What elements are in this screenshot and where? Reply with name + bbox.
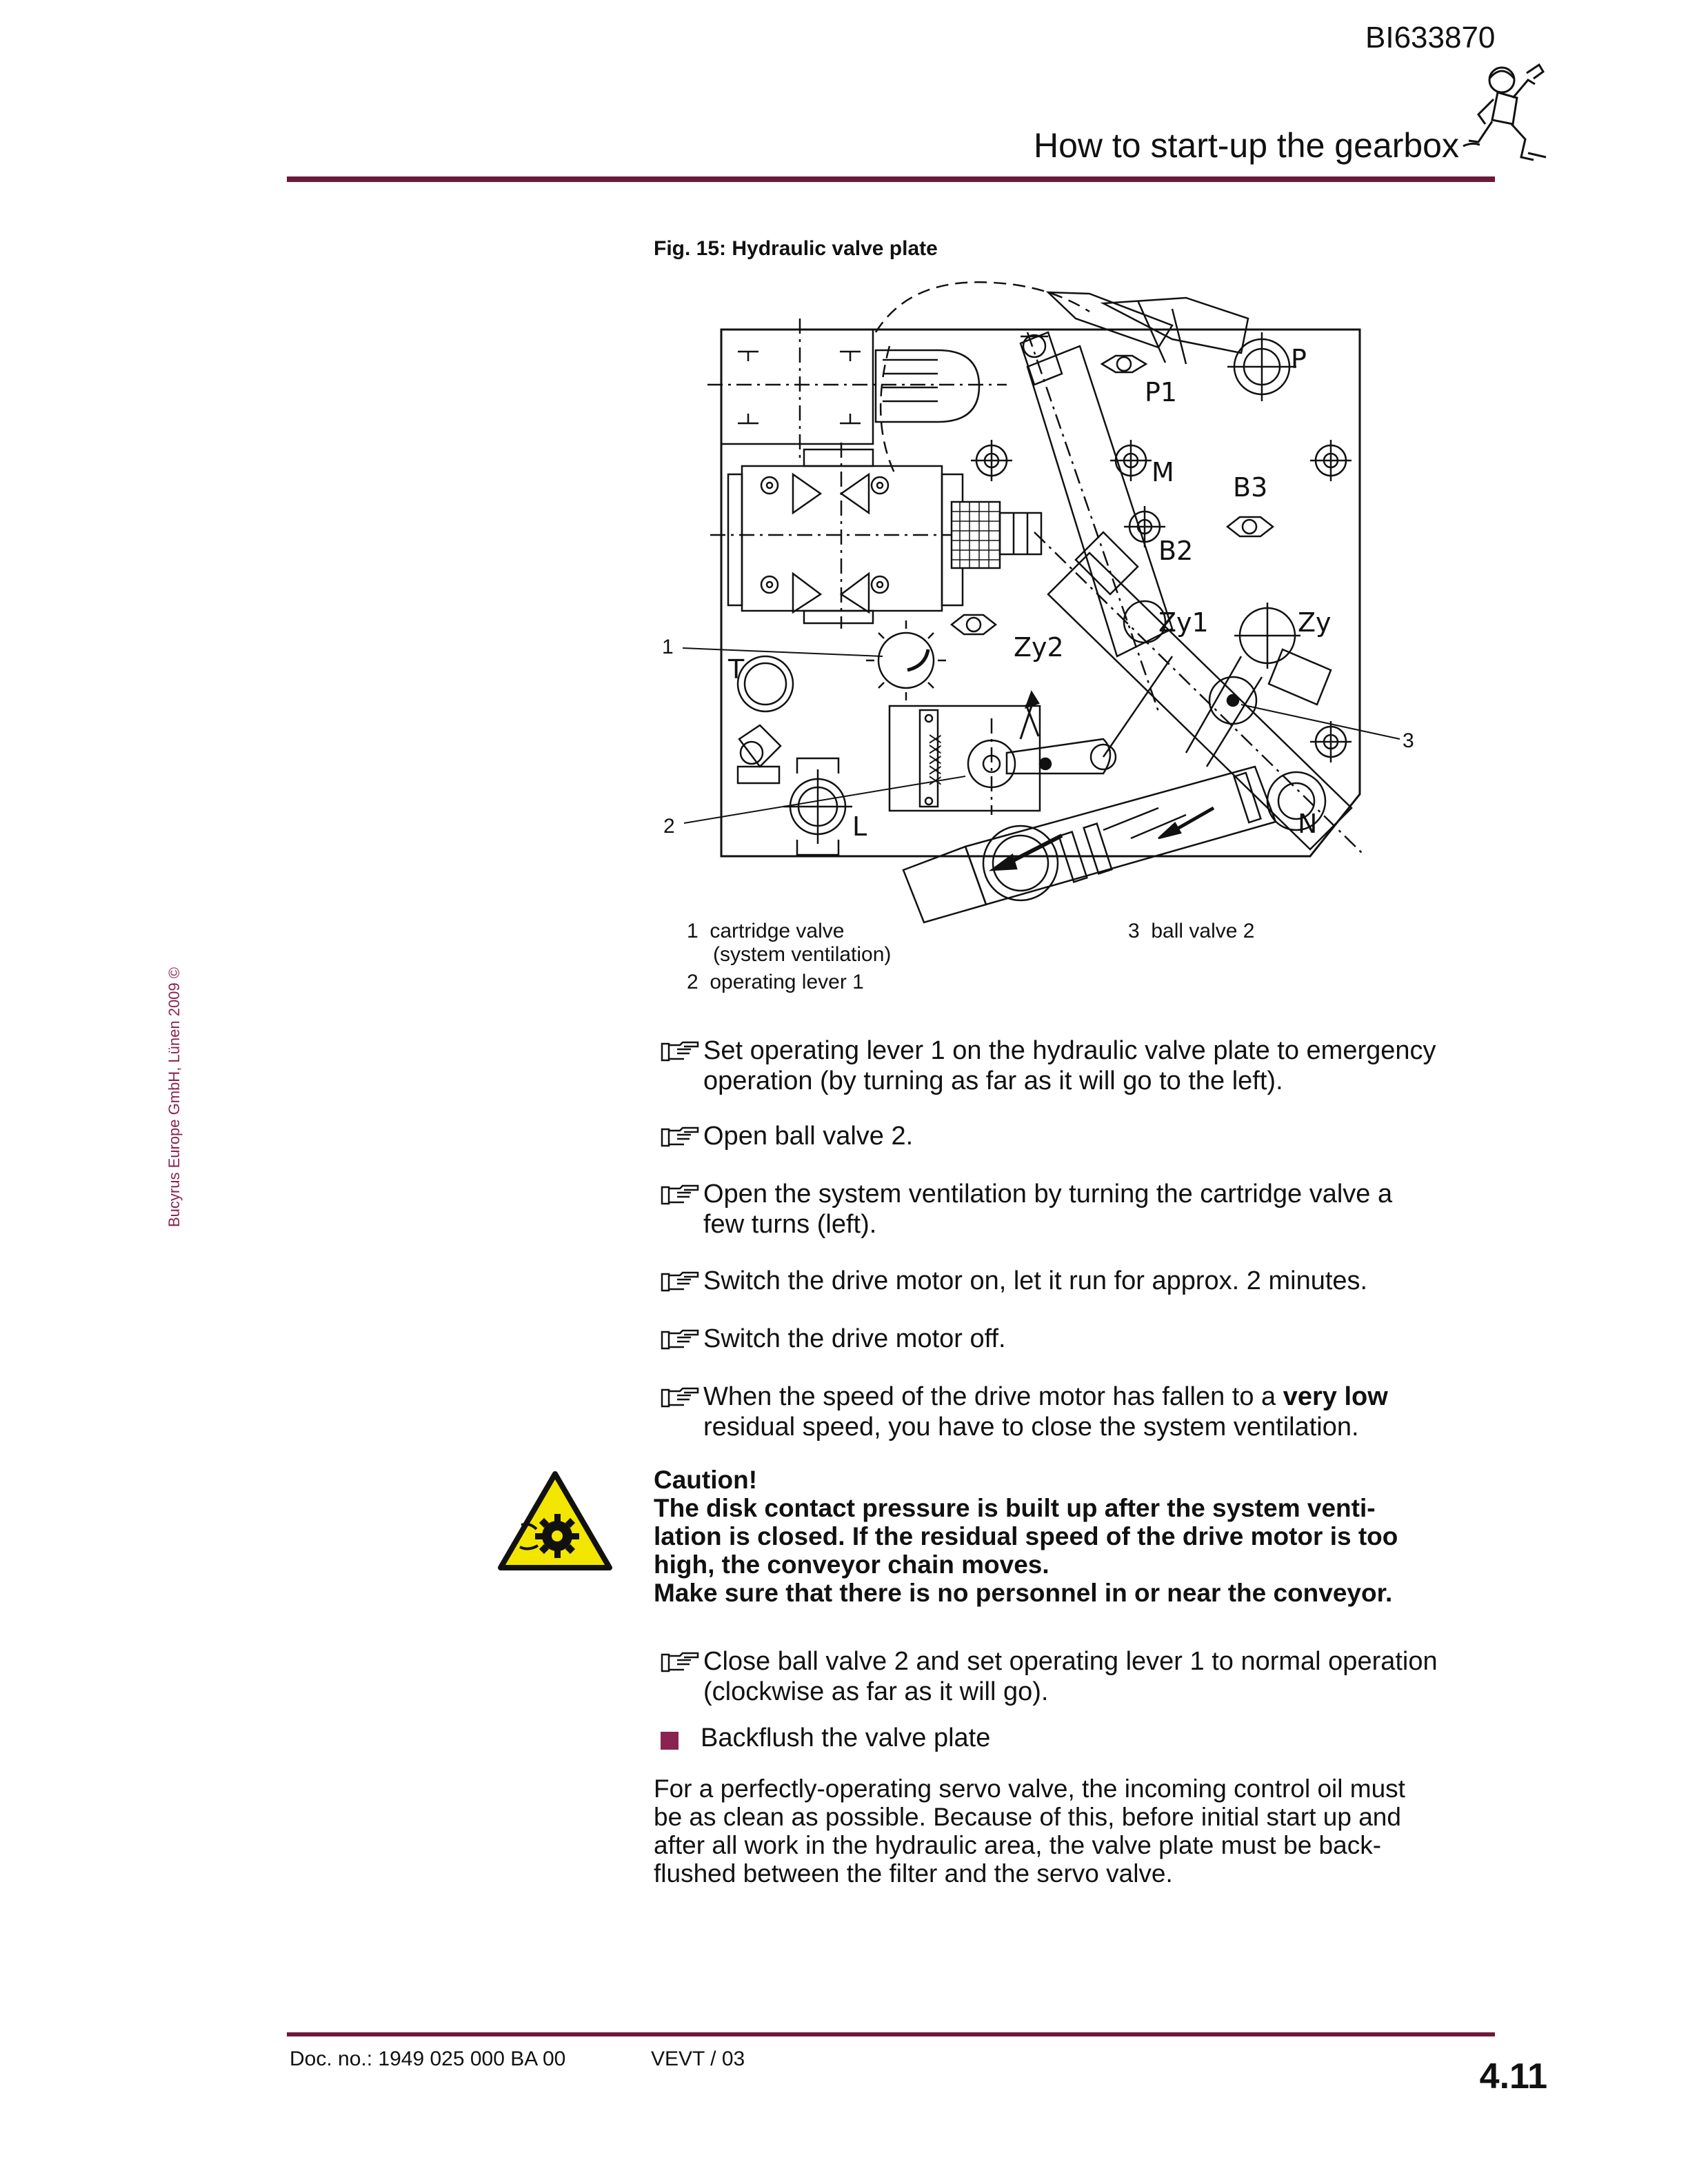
callout-3: 3 xyxy=(1403,729,1414,752)
pointing-hand-icon xyxy=(661,1384,701,1409)
footer-rule xyxy=(287,2032,1495,2036)
instruction-step: Close ball valve 2 and set operating lever 1 to normal operation (clockwise as far as it will go). xyxy=(661,1646,1502,1707)
page-number: 4.11 xyxy=(1479,2056,1547,2096)
figure-caption: Fig. 15: Hydraulic valve plate xyxy=(654,237,938,260)
section-bullet-square xyxy=(661,1732,679,1750)
instruction-step: When the speed of the drive motor has fallen to a very low residual speed, you have to close the system ventilation. xyxy=(661,1382,1502,1442)
emphasis-very-low: very low xyxy=(1276,1382,1388,1411)
pointing-hand-icon xyxy=(661,1182,701,1206)
label-port-B2: B2 xyxy=(1158,536,1194,566)
callout-2: 2 xyxy=(663,815,675,838)
pointing-hand-icon xyxy=(661,1038,701,1063)
section-heading: Backflush the valve plate xyxy=(701,1723,991,1752)
caution-title: Caution! xyxy=(654,1466,758,1494)
instruction-step: Open the system ventilation by turning the cartridge valve a few turns (left). xyxy=(661,1179,1502,1240)
footer-doc-number: Doc. no.: 1949 025 000 BA 00 xyxy=(290,2048,566,2070)
instruction-step: Set operating lever 1 on the hydraulic valve plate to emergency operation (by turning as far as it will go to the left). xyxy=(661,1035,1502,1096)
label-port-Zy2: Zy2 xyxy=(1014,632,1064,663)
body-paragraph: For a perfectly-operating servo valve, the incoming control oil must be as clean as possible. Because of this, before initial start up and after all work in the hydraulic area, the valve plate must be back- flushed between the filter and the servo valve. xyxy=(654,1775,1405,1888)
label-port-B3: B3 xyxy=(1233,472,1268,503)
label-port-Zy1: Zy1 xyxy=(1158,607,1209,638)
instruction-step: Switch the drive motor off. xyxy=(661,1324,1502,1354)
caution-line: Make sure that there is no personnel in or near the conveyor. xyxy=(654,1579,1393,1607)
pointing-hand-icon xyxy=(661,1124,701,1149)
footer-version: VEVT / 03 xyxy=(651,2048,745,2070)
label-port-T: T xyxy=(728,654,745,685)
mechanic-figure-icon xyxy=(1462,58,1551,168)
pointing-hand-icon xyxy=(661,1268,701,1293)
instruction-step: Open ball valve 2. xyxy=(661,1121,1502,1151)
caution-block xyxy=(654,1466,1509,1607)
callout-1: 1 xyxy=(662,636,674,658)
caution-line: lation is closed. If the residual speed of the drive motor is too xyxy=(654,1522,1398,1550)
warning-gear-hazard-icon xyxy=(496,1470,614,1573)
label-port-L: L xyxy=(852,811,867,842)
hydraulic-valve-plate-figure xyxy=(662,270,1462,1015)
legend-item-3: 3 ball valve 2 xyxy=(1128,920,1255,942)
label-port-Zy: Zy xyxy=(1298,607,1332,638)
label-port-M: M xyxy=(1152,457,1174,487)
pointing-hand-icon xyxy=(661,1326,701,1351)
caution-line: The disk contact pressure is built up after the system venti- xyxy=(654,1494,1376,1522)
legend-item-1: 1 cartridge valve xyxy=(687,920,845,942)
caution-line: high, the conveyor chain moves. xyxy=(654,1550,1049,1579)
page-title: How to start-up the gearbox xyxy=(1034,126,1459,165)
header-rule xyxy=(287,176,1495,182)
document-id: BI633870 xyxy=(1365,21,1496,54)
pointing-hand-icon xyxy=(661,1649,701,1674)
lever-marking: XXXXX xyxy=(925,734,943,786)
legend-item-1-sub: (system ventilation) xyxy=(713,943,892,966)
label-port-P1: P1 xyxy=(1145,377,1178,407)
label-port-P: P xyxy=(1291,344,1307,374)
copyright-note: Bucyrus Europe GmbH, Lünen 2009 © xyxy=(165,967,183,1227)
instruction-step: Switch the drive motor on, let it run for approx. 2 minutes. xyxy=(661,1266,1502,1296)
label-port-N: N xyxy=(1298,809,1318,839)
legend-item-2: 2 operating lever 1 xyxy=(687,971,864,993)
